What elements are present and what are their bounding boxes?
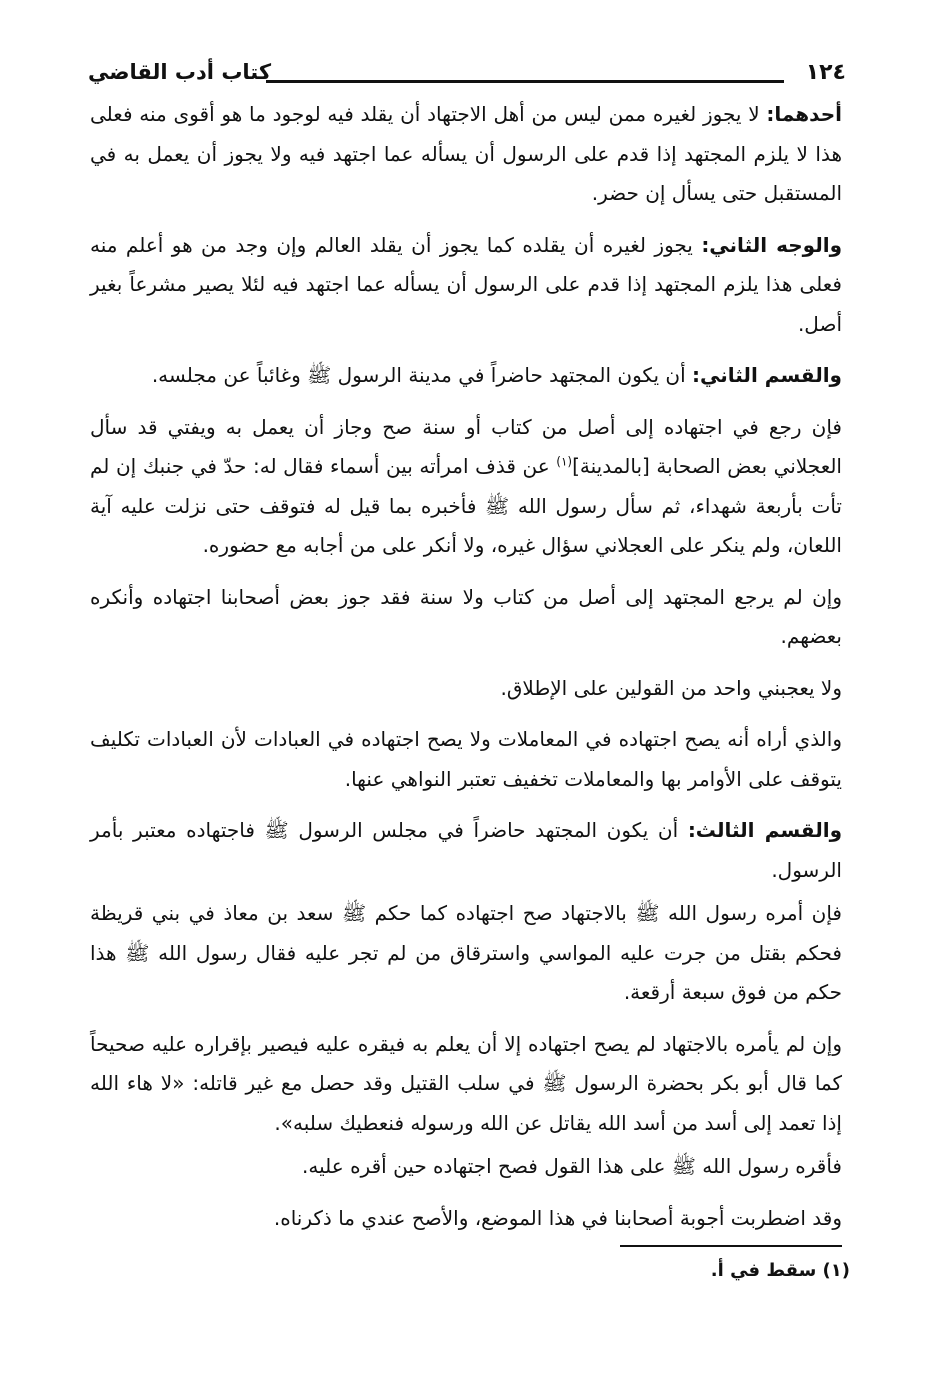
paragraph-text: يجوز لغيره أن يقلده كما يجوز أن يقلد العالم وإن وجد من هو أعلم منه فعلى هذا يلزم المجتهد إذا قدم على الرسول أن يسأله عما اجتهد فيه لئلا يصير مشرعاً بغير أصل. xyxy=(90,232,842,336)
paragraph xyxy=(90,408,842,566)
paragraph xyxy=(90,226,842,345)
header-rule xyxy=(266,80,784,83)
paragraph xyxy=(90,811,842,890)
paragraph xyxy=(90,1025,842,1144)
paragraph xyxy=(90,720,842,799)
paragraph-lead: أحدهما: xyxy=(766,102,842,126)
page-number: ١٢٤ xyxy=(805,60,846,85)
paragraph-text: لا يجوز لغيره ممن ليس من أهل الاجتهاد أن يقلد فيه لوجود ما هو أقوى منه فعلى هذا لا يلزم المجتهد إذا قدم على الرسول أن يسأله عما اجتهد فيه ولا يجوز أن يعمل به في المستقبل حتى يسأل إن حضر. xyxy=(90,102,842,205)
paragraph-text: والذي أراه أنه يصح اجتهاده في المعاملات ولا يصح اجتهاده في العبادات لأن العبادات تكليف يتوقف على الأوامر بها والمعاملات تخفيف تعتبر النواهي عنها. xyxy=(90,727,842,791)
paragraph-lead: والقسم الثالث: xyxy=(687,818,842,842)
footnote-reference: (١) xyxy=(556,454,573,469)
paragraph xyxy=(90,356,842,396)
page-header xyxy=(88,60,846,92)
paragraph xyxy=(90,669,842,709)
paragraph-text: فإن رجع في اجتهاده إلى أصل من كتاب أو سنة صح وجاز أن يعمل به ويفتي قد سأل العجلاني بعض الصحابة [بالمدينة] xyxy=(90,414,842,478)
paragraph-text: وقد اضطربت أجوبة أصحابنا في هذا الموضع، والأصح عندي ما ذكرناه. xyxy=(273,1205,842,1230)
footnote-separator xyxy=(620,1245,842,1247)
paragraph-text: وإن لم يأمره بالاجتهاد لم يصح اجتهاده إلا أن يعلم به فيقره عليه فيصير بإقراره عليه صحيحاً كما قال أبو بكر بحضرة الرسول ﷺ في سلب القتيل وقد حصل مع غير قاتله: «لا هاء الله إذا تعمد إلى أسد من أسد الله يقاتل عن الله ورسوله فنعطيك سلبه». xyxy=(90,1031,842,1135)
page-body xyxy=(90,95,842,1250)
paragraph-text: عن قذف امرأته بين أسماء فقال له: حدّ في جنبك إن لم تأت بأربعة شهداء، ثم سأل رسول الله ﷺ فأخبره بما قيل له فتوقف حتى نزلت عليه آية اللعان، ولم ينكر على العجلاني سؤال غيره، ولا أنكر على من أجابه مع حضوره. xyxy=(90,454,842,557)
paragraph xyxy=(90,1147,842,1187)
paragraph-text: أن يكون المجتهد حاضراً في مدينة الرسول ﷺ وغائباً عن مجلسه. xyxy=(151,363,693,387)
paragraph-text: وإن لم يرجع المجتهد إلى أصل من كتاب ولا سنة فقد جوز بعض أصحابنا اجتهاده وأنكره بعضهم. xyxy=(90,584,842,648)
paragraph xyxy=(90,894,842,1013)
paragraph-text: ولا يعجبني واحد من القولين على الإطلاق. xyxy=(500,675,842,700)
footnote: (١) سقط في أ. xyxy=(710,1260,850,1281)
paragraph xyxy=(90,578,842,657)
paragraph-text: فأقره رسول الله ﷺ على هذا القول فصح اجتهاده حين أقره عليه. xyxy=(302,1154,842,1178)
paragraph xyxy=(90,95,842,214)
paragraph-text: فإن أمره رسول الله ﷺ بالاجتهاد صح اجتهاده كما حكم ﷺ سعد بن معاذ في بني قريظة فحكم بقتل من جرت عليه المواسي واسترقاق من لم تجر عليه فقال رسول الله ﷺ هذا حكم من فوق سبعة أرقعة. xyxy=(90,901,842,1004)
running-title: كتاب أدب القاضي xyxy=(88,60,272,84)
paragraph-lead: والوجه الثاني: xyxy=(701,232,843,257)
paragraph-lead: والقسم الثاني: xyxy=(692,363,842,387)
paragraph xyxy=(90,1199,842,1239)
paragraph-text: أن يكون المجتهد حاضراً في مجلس الرسول ﷺ فاجتهاده معتبر بأمر الرسول. xyxy=(90,818,842,882)
